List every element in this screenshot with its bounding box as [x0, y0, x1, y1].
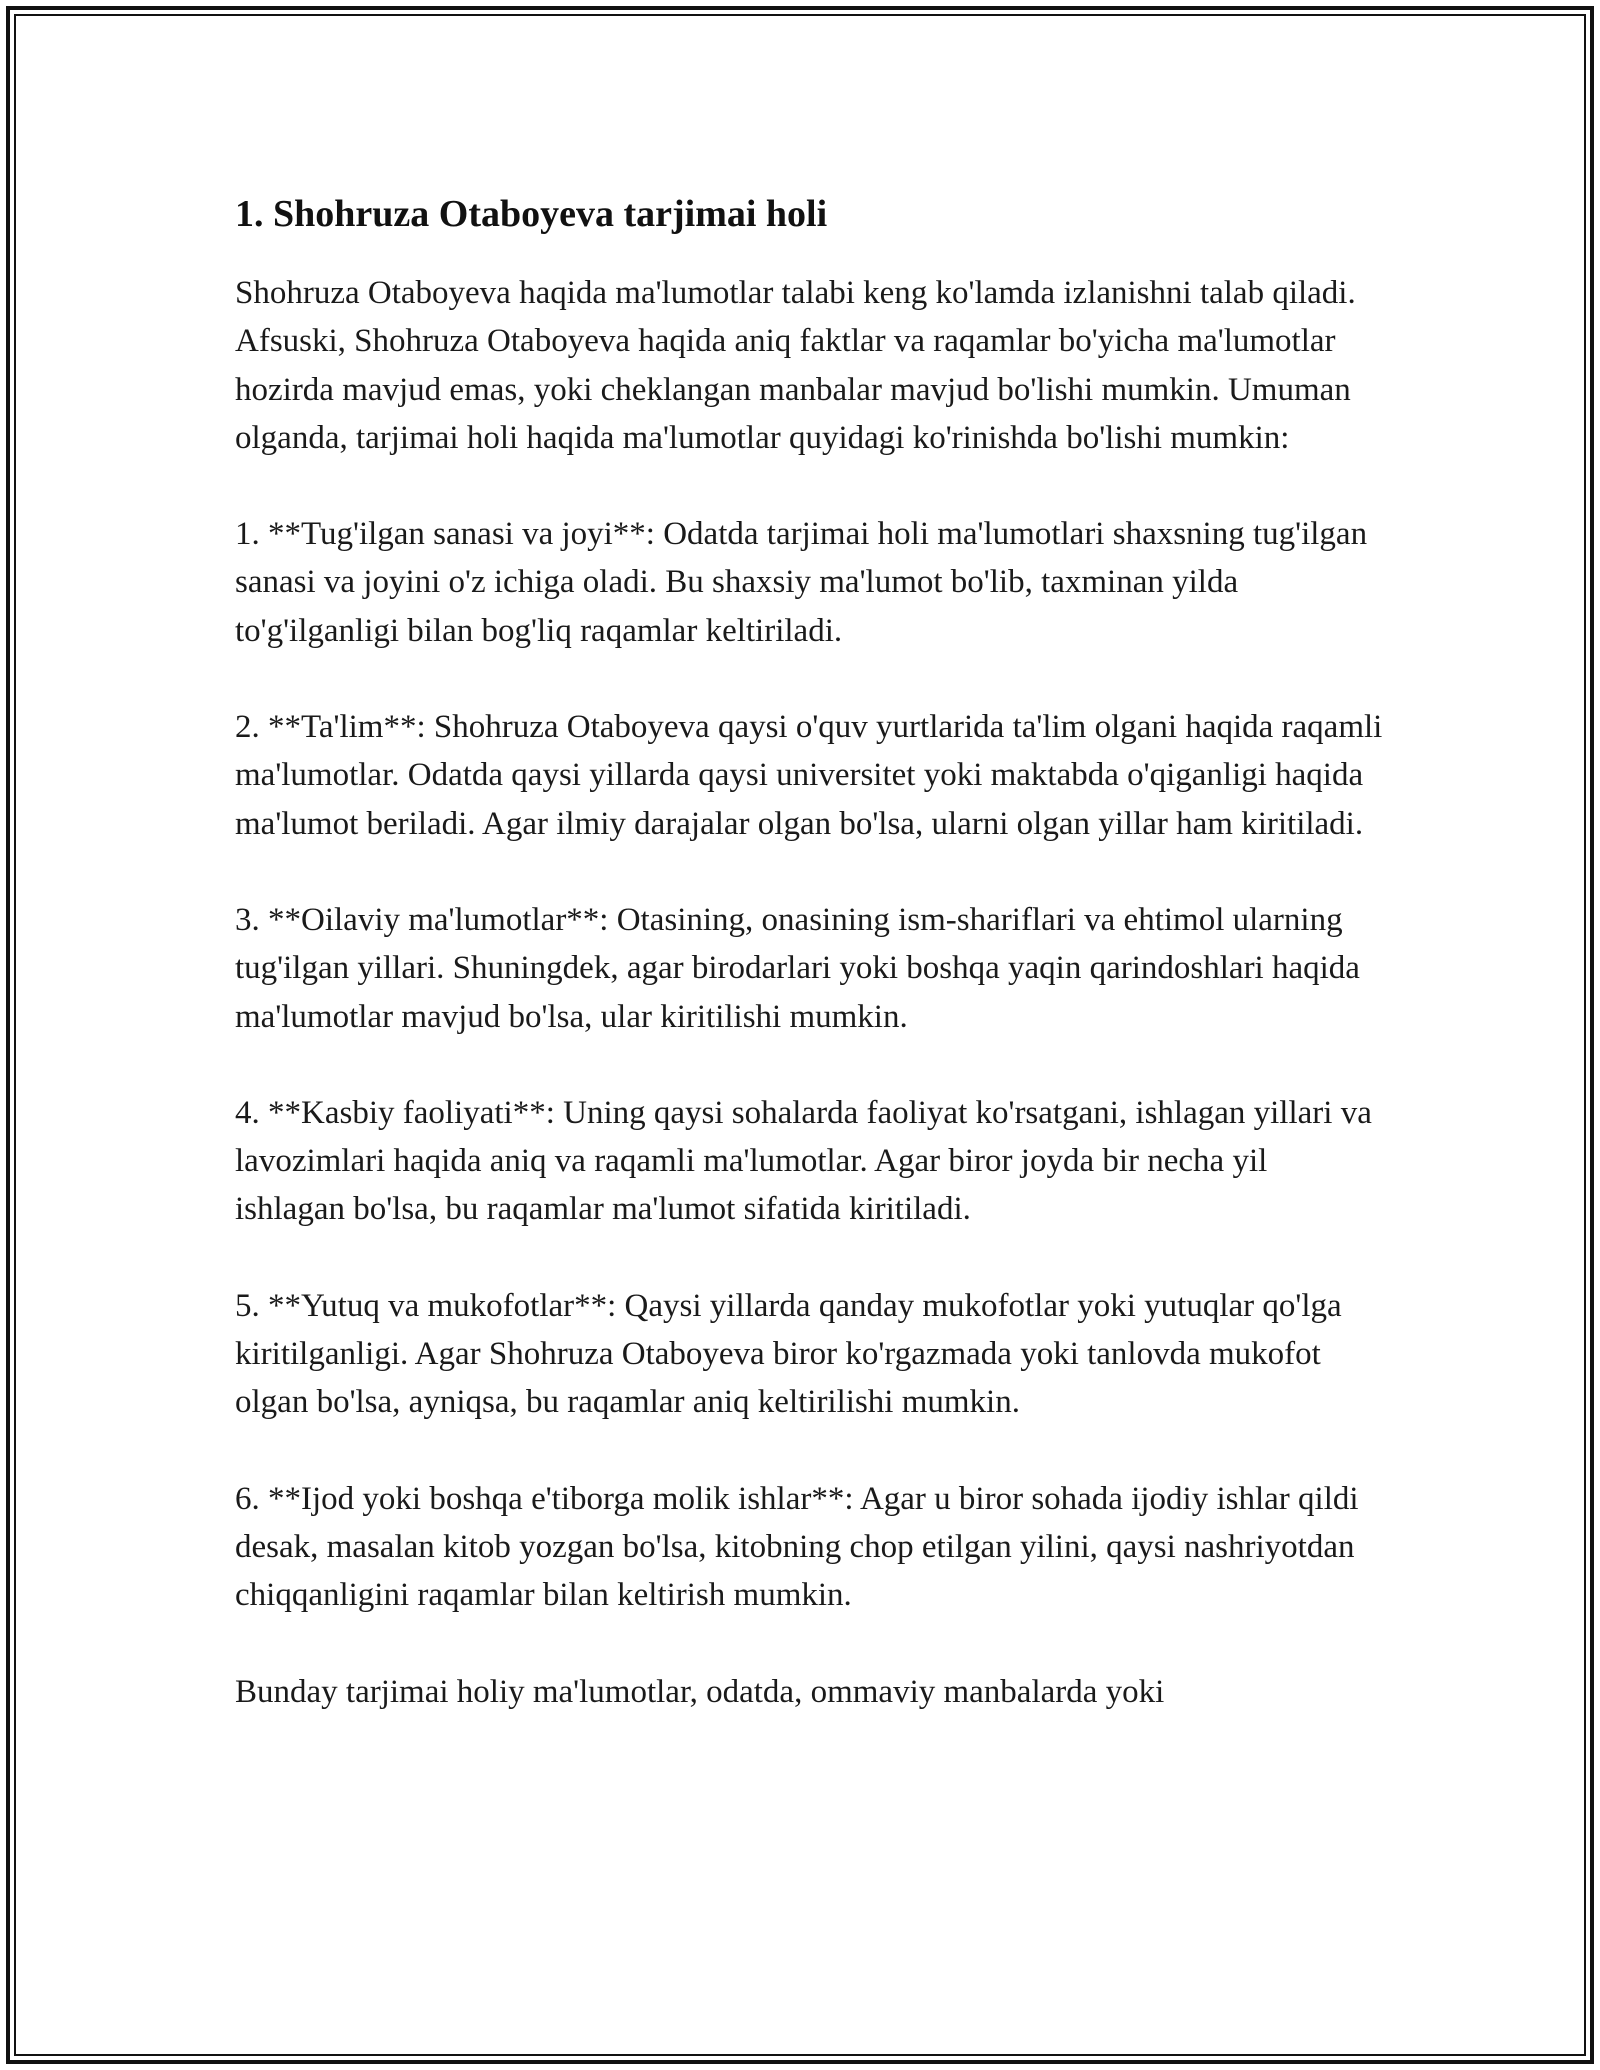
- paragraph-item-2: 2. **Ta'lim**: Shohruza Otaboyeva qaysi o'quv yurtlarida ta'lim olgani haqida raqamli ma'lumotlar. Odatda qaysi yillarda qaysi universitet yoki maktabda o'qiganligi haqida ma'lumot beriladi. Agar ilmiy darajalar olgan bo'lsa, ularni olgan yillar ham kiritiladi.: [235, 709, 1383, 842]
- paragraph-closing: Bunday tarjimai holiy ma'lumotlar, odatda, ommaviy manbalarda yoki: [235, 1673, 1165, 1710]
- paragraph-item-4: 4. **Kasbiy faoliyati**: Uning qaysi sohalarda faoliyat ko'rsatgani, ishlagan yillari va lavozimlari haqida aniq va raqamli ma'lumotlar. Agar biror joyda bir necha yil ishlagan bo'lsa, bu raqamlar ma'lumot sifatida kiritiladi.: [235, 1094, 1372, 1228]
- paragraph-item-6: 6. **Ijod yoki boshqa e'tiborga molik ishlar**: Agar u biror sohada ijodiy ishlar qildi desak, masalan kitob yozgan bo'lsa, kitobning chop etilgan yilini, qaysi nashriyotdan chiqqanligini raqamlar bilan keltirish mumkin.: [235, 1480, 1359, 1614]
- paragraph-item-3: 3. **Oilaviy ma'lumotlar**: Otasining, onasining ism-shariflari va ehtimol ularning tug'ilgan yillari. Shuningdek, agar birodarlari yoki boshqa yaqin qarindoshlari haqida ma'lumotlar mavjud bo'lsa, ular kiritilishi mumkin.: [235, 901, 1360, 1035]
- document-title: 1. Shohruza Otaboyeva tarjimai holi: [235, 193, 828, 235]
- paragraph-intro: Shohruza Otaboyeva haqida ma'lumotlar talabi keng ko'lamda izlanishni talab qiladi. Afsuski, Shohruza Otaboyeva haqida aniq faktlar va raqamlar bo'yicha ma'lumotlar hozirda mavjud emas, yoki cheklangan manbalar mavjud bo'lishi mumkin. Umuman olganda, tarjimai holi haqida ma'lumotlar quyidagi ko'rinishda bo'lishi mumkin:: [235, 275, 1356, 456]
- document-body: [235, 186, 1385, 1716]
- paragraph-item-1: 1. **Tug'ilgan sanasi va joyi**: Odatda tarjimai holi ma'lumotlari shaxsning tug'ilgan sanasi va joyini o'z ichiga oladi. Bu shaxsiy ma'lumot bo'lib, taxminan yilda to'g'ilganligi bilan bog'liq raqamlar keltiriladi.: [235, 516, 1368, 649]
- paragraph-item-5: 5. **Yutuq va mukofotlar**: Qaysi yillarda qanday mukofotlar yoki yutuqlar qo'lga kiritilganligi. Agar Shohruza Otaboyeva biror ko'rgazmada yoki tanlovda mukofot olgan bo'lsa, ayniqsa, bu raqamlar aniq keltirilishi mumkin.: [235, 1287, 1342, 1421]
